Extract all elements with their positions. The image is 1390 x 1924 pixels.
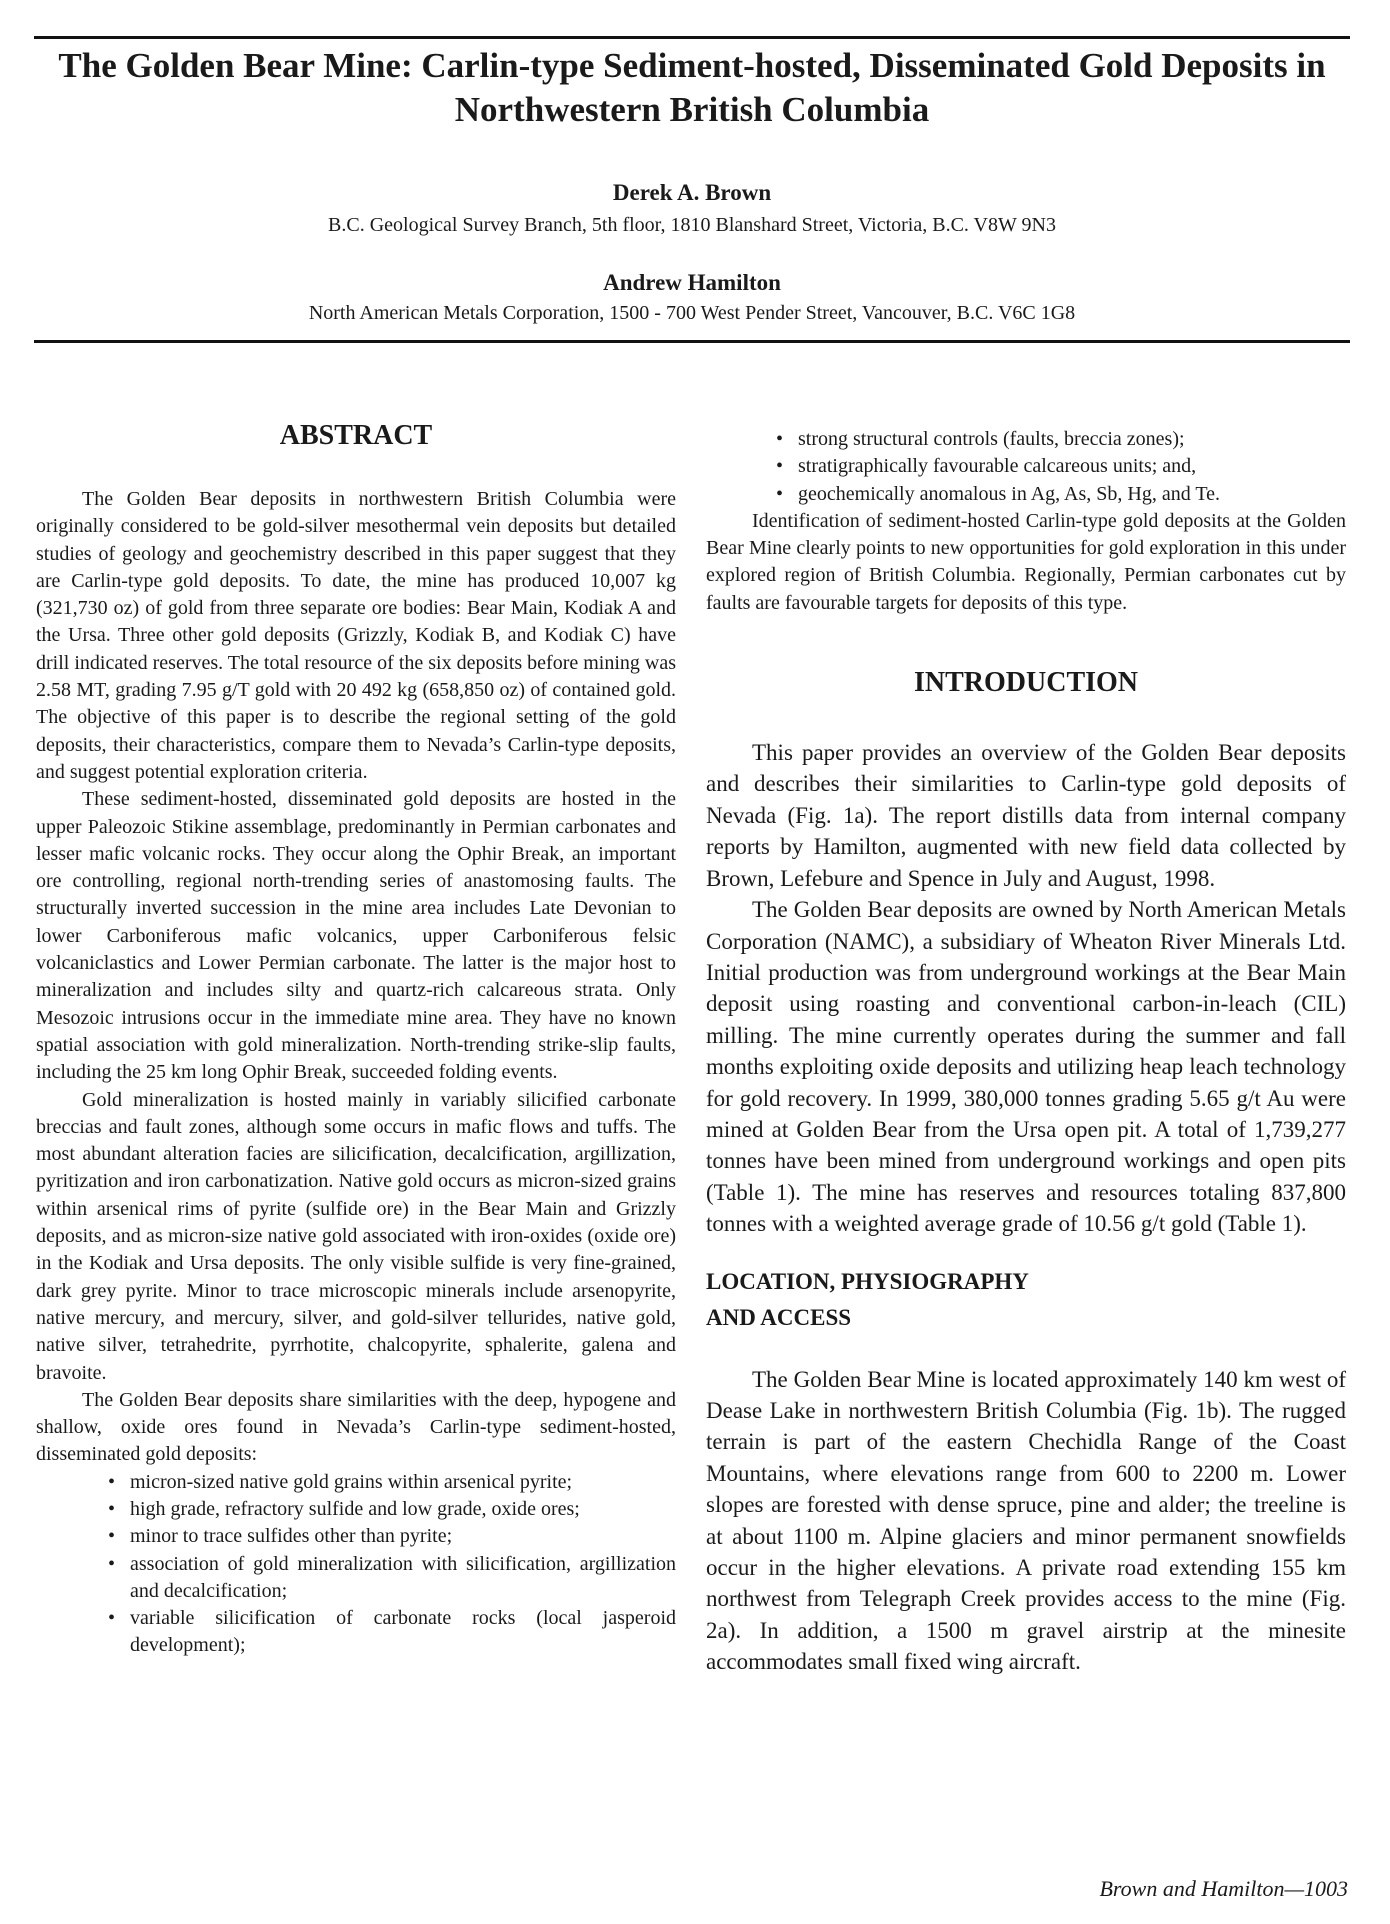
introduction-heading: INTRODUCTION: [913, 667, 1139, 699]
author-name: Andrew Hamilton: [603, 270, 781, 295]
abstract-paragraph: The Golden Bear deposits share similarities with the deep, hypogene and shallow, oxide ores found in Nevada’s Carlin-type sediment-hosted, disseminated gold deposits:: [36, 1388, 676, 1466]
left-column: [36, 420, 676, 1660]
location-heading-line: LOCATION, PHYSIOGRAPHY: [706, 1268, 1029, 1294]
list-item: • stratigraphically favourable calcareous units; and,: [798, 453, 1346, 480]
header-rule: [34, 340, 1350, 343]
list-item: • strong structural controls (faults, breccia zones);: [798, 426, 1346, 453]
list-item: • micron-sized native gold grains within arsenical pyrite;: [130, 1469, 676, 1496]
abstract-bullet-list-continued: [706, 426, 1346, 508]
abstract-paragraph: Gold mineralization is hosted mainly in variably silicified carbonate breccias and fault zones, although some occurs in mafic flows and tuffs. The most abundant alteration facies are silicification, decalcification, argillization, pyritization and iron carbonatization. Native gold occurs as micron-sized grains within arsenical rims of pyrite (sulfide ore) in the Bear Main and Grizzly deposits, and as micron-size native gold associated with iron-oxides (oxide ore) in the Kodiak and Ursa deposits. The only visible sulfide is very fine-grained, dark grey pyrite. Minor to trace microscopic minerals include arsenopyrite, native mercury, and mercury, silver, and gold-silver tellurides, native gold, native silver, tetrahedrite, pyrrhotite, chalcopyrite, sphalerite, galena and bravoite.: [36, 1088, 676, 1384]
abstract-bullet-list: [36, 1469, 676, 1660]
introduction-paragraph: This paper provides an overview of the Golden Bear deposits and describes their similarities to Carlin-type gold deposits of Nevada (Fig. 1a). The report distills data from internal company reports by Hamilton, augmented with new field data collected by Brown, Lefebure and Spence in July and August, 1998.: [706, 740, 1346, 891]
page-footer: Brown and Hamilton—1003: [1099, 1876, 1348, 1901]
list-item: • high grade, refractory sulfide and low grade, oxide ores;: [130, 1496, 676, 1523]
abstract-heading: ABSTRACT: [279, 420, 433, 451]
location-heading-line: AND ACCESS: [706, 1304, 852, 1330]
location-heading: [706, 1264, 1346, 1336]
list-item: • variable silicification of carbonate rocks (local jasperoid development);: [130, 1605, 676, 1660]
list-item: • minor to trace sulfides other than pyrite;: [130, 1523, 676, 1550]
list-item: • association of gold mineralization with silicification, argillization and decalcification;: [130, 1551, 676, 1606]
right-column: [706, 426, 1346, 1678]
list-item: • geochemically anomalous in Ag, As, Sb, Hg, and Te.: [798, 481, 1346, 508]
top-rule: [34, 36, 1350, 39]
abstract-paragraph: These sediment-hosted, disseminated gold deposits are hosted in the upper Paleozoic Stikine assemblage, predominantly in Permian carbonates and lesser mafic volcanic rocks. They occur along the Ophir Break, an important ore controlling, regional north-trending series of anastomosing faults. The structurally inverted succession in the mine area includes Late Devonian to lower Carboniferous mafic volcanics, upper Carboniferous felsic volcaniclastics and Lower Permian carbonate. The latter is the major host to mineralization and includes silty and quartz-rich calcareous strata. Only Mesozoic intrusions occur in the immediate mine area. They have no known spatial association with gold mineralization. North-trending strike-slip faults, including the 25 km long Ophir Break, succeeded folding events.: [36, 788, 676, 1084]
abstract-closing-paragraph: Identification of sediment-hosted Carlin-type gold deposits at the Golden Bear Mine clearly points to new opportunities for gold exploration in this under explored region of British Columbia. Regionally, Permian carbonates cut by faults are favourable targets for deposits of this type.: [706, 509, 1346, 614]
paper-title: The Golden Bear Mine: Carlin-type Sediment-hosted, Disseminated Gold Deposits in Northwestern British Columbia: [58, 46, 1326, 129]
introduction-paragraph: The Golden Bear deposits are owned by North American Metals Corporation (NAMC), a subsidiary of Wheaton River Minerals Ltd. Initial production was from underground workings at the Bear Main deposit using roasting and conventional carbon-in-leach (CIL) milling. The mine currently operates during the summer and fall months exploiting oxide deposits and utilizing heap leach technology for gold recovery. In 1999, 380,000 tonnes grading 5.65 g/t Au were mined at Golden Bear from the Ursa open pit. A total of 1,739,277 tonnes have been mined from underground workings and open pits (Table 1). The mine has reserves and resources totaling 837,800 tonnes with a weighted average grade of 10.56 g/t gold (Table 1).: [706, 897, 1346, 1237]
location-paragraph: The Golden Bear Mine is located approximately 140 km west of Dease Lake in northwestern British Columbia (Fig. 1b). The rugged terrain is part of the eastern Chechidla Range of the Coast Mountains, where elevations range from 600 to 2200 m. Lower slopes are forested with dense spruce, pine and alder; the treeline is at about 1100 m. Alpine glaciers and minor permanent snowfields occur in the higher elevations. A private road extending 155 km northwest from Telegraph Creek provides access to the mine (Fig. 2a). In addition, a 1500 m gravel airstrip at the minesite accommodates small fixed wing aircraft.: [706, 1366, 1346, 1675]
author-affiliation: B.C. Geological Survey Branch, 5th floor, 1810 Blanshard Street, Victoria, B.C. V8W 9N3: [328, 214, 1056, 236]
author-affiliation: North American Metals Corporation, 1500 - 700 West Pender Street, Vancouver, B.C. V6C 1G8: [308, 302, 1076, 324]
abstract-paragraph: The Golden Bear deposits in northwestern British Columbia were originally considered to be gold-silver mesothermal vein deposits but detailed studies of geology and geochemistry described in this paper suggest that they are Carlin-type gold deposits. To date, the mine has produced 10,007 kg (321,730 oz) of gold from three separate ore bodies: Bear Main, Kodiak A and the Ursa. Three other gold deposits (Grizzly, Kodiak B, and Kodiak C) have drill indicated reserves. The total resource of the six deposits before mining was 2.58 MT, grading 7.95 g/T gold with 20 492 kg (658,850 oz) of contained gold. The objective of this paper is to describe the regional setting of the gold deposits, their characteristics, compare them to Nevada’s Carlin-type deposits, and suggest potential exploration criteria.: [36, 488, 676, 783]
author-name: Derek A. Brown: [612, 180, 772, 205]
